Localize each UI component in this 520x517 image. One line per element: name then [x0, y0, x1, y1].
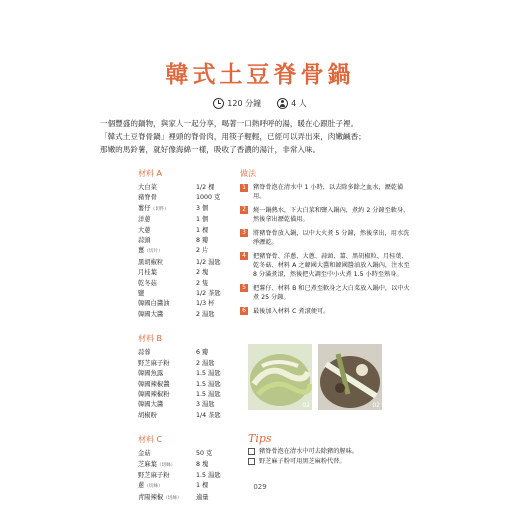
ingredient-quantity: 1/4 茶匙 — [196, 411, 221, 419]
step-text: 將豬脊骨放入鍋，以中大火煮 5 分鐘，然後拿出，用水洗淨瀝乾。 — [253, 229, 410, 247]
ingredients-column — [138, 168, 238, 517]
photo-label: 02 — [302, 402, 310, 409]
ingredient-name — [138, 236, 196, 246]
hotpot-photo-illustration — [318, 344, 382, 410]
step-item — [240, 252, 410, 280]
ingredient-name-text: 洋蔥 — [138, 216, 151, 224]
ingredient-quantity: 2 片 — [196, 247, 209, 255]
intro-line: 一個豐盛的鍋物，與家人一起分享，喝著一口熱呼呼的湯，暖在心跟肚子裡。 — [100, 119, 359, 128]
ingredient-name-text: 韓國辣椒醬 — [138, 380, 170, 388]
person-icon — [277, 98, 288, 109]
ingredient-name — [138, 183, 196, 193]
ingredient-note: （切件） — [150, 206, 169, 212]
ingredient-name-text: 野芝麻子粉 — [138, 359, 170, 367]
ingredient-quantity: 1 個 — [196, 216, 209, 224]
ingredient-name — [138, 299, 196, 309]
ingredient-name — [138, 348, 196, 358]
ingredient-group-c — [138, 434, 238, 504]
ingredient-quantity: 1 棵 — [196, 482, 209, 490]
step-item — [240, 183, 410, 201]
servings — [277, 98, 307, 109]
ingredient-row — [138, 493, 238, 504]
ingredient-row — [138, 215, 238, 225]
ingredient-name-text: 黑胡椒粒 — [138, 258, 164, 266]
intro-paragraph — [100, 117, 425, 156]
recipe-meta — [0, 98, 520, 109]
ingredient-quantity: 2 隻 — [196, 279, 209, 287]
ingredient-name — [138, 215, 196, 225]
ingredient-quantity: 3 湯匙 — [196, 401, 215, 409]
ingredient-list — [138, 449, 238, 504]
ingredient-quantity: 1/2 茶匙 — [196, 290, 221, 298]
ingredient-name-text: 月桂葉 — [138, 269, 157, 277]
ingredient-row — [138, 299, 238, 309]
ingredient-name-text: 韓國白醬油 — [138, 300, 170, 308]
ingredient-row — [138, 258, 238, 268]
ingredient-row — [138, 471, 238, 481]
ingredient-group-title: 材料 A — [138, 169, 163, 178]
ingredient-name-text: 芝麻葉 — [138, 460, 157, 468]
ingredient-name-text: 蒜蓉 — [138, 349, 151, 357]
ingredient-quantity: 1.5 湯匙 — [196, 471, 221, 479]
ingredient-row — [138, 390, 238, 400]
step-text: 把豬脊骨、洋蔥、大蔥、蒜頭、薑、黑胡椒粒、月桂葉、乾冬菇、材料 A 之韓國大醬和韓國醬油放入鍋內，注水至 8 分滿煮滾，然後把火調至中小火煮 1.5 小時至熟身。 — [253, 252, 410, 279]
checkbox-icon — [248, 458, 255, 465]
ingredient-name-text: 豬脊骨 — [138, 194, 157, 202]
ingredient-row — [138, 268, 238, 278]
step-photo-2 — [318, 344, 382, 410]
step-number: 2 — [240, 206, 248, 214]
step-text: 最後加入材料 C 煮滾便可。 — [253, 307, 330, 315]
ingredient-quantity: 8 塊 — [196, 460, 209, 468]
ingredient-row — [138, 411, 238, 421]
ingredient-quantity: 1 棵 — [196, 226, 209, 234]
ingredient-quantity: 1000 克 — [196, 194, 221, 202]
ingredient-name — [138, 359, 196, 369]
ingredient-name — [138, 369, 196, 379]
step-number: 5 — [240, 284, 248, 292]
hotpot-photo-illustration — [248, 344, 312, 410]
step-photo-1 — [248, 344, 312, 410]
ingredient-name — [138, 193, 196, 203]
servings-value: 4 人 — [291, 99, 307, 108]
ingredient-name-text: 蒜頭 — [138, 237, 151, 245]
ingredient-quantity: 6 瓣 — [196, 349, 209, 357]
ingredient-name-text: 薑 — [138, 247, 145, 255]
tip-item — [248, 457, 418, 467]
clock-icon — [213, 98, 224, 109]
ingredient-name-text: 韓國魚露 — [138, 370, 164, 378]
steps-list — [240, 183, 410, 316]
ingredient-row — [138, 183, 238, 193]
ingredient-quantity: 2 湯匙 — [196, 310, 215, 318]
ingredient-quantity: 2 塊 — [196, 269, 209, 277]
ingredient-quantity: 1.5 湯匙 — [196, 390, 221, 398]
ingredient-name — [138, 449, 196, 459]
ingredient-name — [138, 246, 196, 257]
ingredient-row — [138, 460, 238, 471]
ingredient-row — [138, 400, 238, 410]
ingredient-name — [138, 460, 196, 471]
page-number: 029 — [253, 483, 267, 491]
ingredient-name — [138, 411, 196, 421]
ingredient-row — [138, 359, 238, 369]
ingredient-row — [138, 449, 238, 459]
ingredient-quantity: 50 克 — [196, 450, 213, 458]
ingredient-name — [138, 493, 196, 504]
ingredient-name — [138, 380, 196, 390]
ingredient-row — [138, 289, 238, 299]
steps-title: 做法 — [240, 169, 256, 178]
intro-line: 那嫩的馬鈴薯，就好像海綿一樣，吸收了香濃的湯汁，非常入味。 — [100, 145, 321, 154]
ingredient-row — [138, 310, 238, 320]
step-item — [240, 229, 410, 247]
step-text: 燒一鍋熱水，下大白菜和鹽入鍋內，煮約 2 分鐘至軟身，然後拿出瀝乾備用。 — [253, 206, 410, 224]
ingredient-name-text: 野芝麻子粉 — [138, 471, 170, 479]
ingredient-name-text: 韓國大醬 — [138, 401, 164, 409]
step-text: 把薯仔、材料 B 和已煮至軟身之大白菜放入鍋中，以中火煮 25 分鐘。 — [253, 284, 410, 302]
photo-label: 02 — [372, 402, 380, 409]
ingredient-name — [138, 289, 196, 299]
ingredient-group-b — [138, 333, 238, 421]
ingredient-name — [138, 226, 196, 236]
ingredient-row — [138, 246, 238, 257]
step-item — [240, 206, 410, 224]
ingredient-name-text: 青陽辣椒 — [138, 493, 164, 501]
ingredient-name-text: 蔥 — [138, 482, 145, 490]
ingredient-row — [138, 204, 238, 215]
ingredient-row — [138, 369, 238, 379]
cook-time — [213, 98, 261, 109]
step-item — [240, 307, 410, 316]
ingredient-name — [138, 471, 196, 481]
ingredient-row — [138, 279, 238, 289]
ingredient-name — [138, 258, 196, 268]
ingredient-note: （切絲） — [144, 484, 163, 490]
ingredient-name-text: 胡椒粉 — [138, 411, 157, 419]
ingredient-group-a — [138, 168, 238, 320]
ingredient-list — [138, 348, 238, 421]
ingredient-name-text: 大白菜 — [138, 184, 157, 191]
ingredient-note: （切片） — [144, 249, 163, 255]
ingredient-name — [138, 204, 196, 215]
ingredient-name — [138, 279, 196, 289]
tip-text: 豬脊骨泡在清水中可去除豬的腥味。 — [259, 448, 358, 455]
step-item — [240, 284, 410, 302]
ingredient-quantity: 1.5 湯匙 — [196, 370, 221, 378]
ingredient-group-title: 材料 C — [138, 435, 163, 445]
ingredient-list — [138, 183, 238, 320]
ingredient-name-text: 大蔥 — [138, 226, 151, 234]
intro-line: 「韓式土豆脊骨鍋」裡頭的脊骨肉，用筷子輕輕，已經可以弄出來，肉嫩鹹香； — [100, 132, 366, 141]
ingredient-quantity: 適量 — [196, 493, 209, 501]
step-number: 1 — [240, 184, 248, 192]
ingredient-name — [138, 310, 196, 320]
step-text: 豬脊骨泡在清水中 1 小時，以去除多餘之血水，瀝乾備用。 — [253, 184, 404, 201]
ingredient-name-text: 薯仔 — [138, 204, 151, 212]
step-number: 6 — [240, 307, 248, 315]
recipe-title: 韓式土豆脊骨鍋 — [165, 62, 355, 88]
ingredient-name-text: 韓國大醬 — [138, 310, 164, 318]
ingredient-row — [138, 226, 238, 236]
ingredient-row — [138, 348, 238, 358]
tip-text: 野芝麻子粉可用黑芝麻粉代替。 — [259, 457, 346, 465]
ingredient-row — [138, 380, 238, 390]
ingredient-name-text: 韓國辣椒粉 — [138, 390, 170, 398]
tips-title: Tips — [248, 432, 272, 445]
ingredient-name-text: 鹽 — [138, 290, 145, 298]
tip-item — [248, 447, 418, 457]
ingredient-row — [138, 236, 238, 246]
ingredient-quantity: 2 湯匙 — [196, 359, 215, 367]
ingredient-quantity: 1/3 杯 — [196, 300, 215, 308]
ingredient-name — [138, 268, 196, 278]
checkbox-icon — [248, 448, 255, 455]
ingredient-name-text: 乾冬菇 — [138, 279, 157, 287]
step-number: 4 — [240, 252, 248, 260]
cook-time-value: 120 分鐘 — [227, 99, 262, 108]
ingredient-quantity: 1.5 湯匙 — [196, 380, 221, 388]
ingredient-group-title: 材料 B — [138, 334, 163, 344]
ingredient-quantity: 3 個 — [196, 204, 209, 212]
tips-box — [248, 432, 418, 466]
ingredient-row — [138, 193, 238, 203]
ingredient-quantity: 1/2 湯匙 — [196, 258, 221, 266]
ingredient-note: （切絲） — [163, 495, 182, 501]
ingredient-quantity: 1/2 棵 — [196, 184, 215, 191]
steps-column — [240, 168, 410, 320]
ingredient-name — [138, 390, 196, 400]
ingredient-note: （切絲） — [156, 462, 176, 468]
step-number: 3 — [240, 229, 248, 237]
ingredient-name-text: 金菇 — [138, 450, 151, 458]
ingredient-name — [138, 400, 196, 410]
ingredient-quantity: 8 瓣 — [196, 237, 209, 245]
